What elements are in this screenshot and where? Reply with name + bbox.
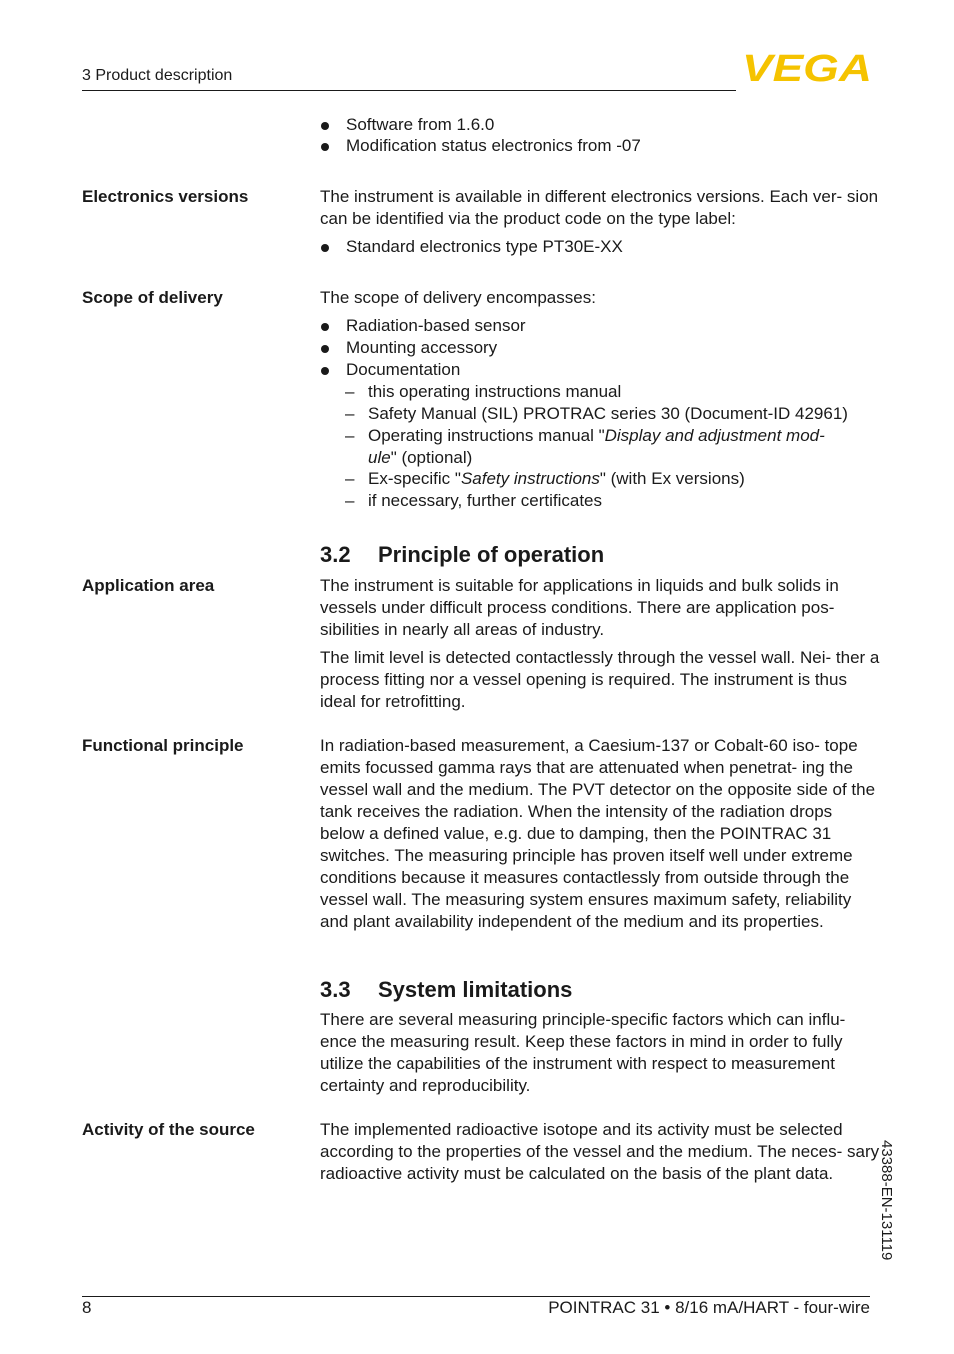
- application-paragraph-2: The limit level is detected contactlessly through the vessel wall. Nei- ther a process fitting nor a vessel opening is required. The instrument is thus ideal for retrofitting.: [320, 648, 880, 711]
- bullet-icon: [321, 143, 329, 151]
- margin-heading-application: Application area: [82, 576, 215, 595]
- bullet-icon: [321, 122, 329, 130]
- dash-icon: –: [345, 382, 355, 401]
- electronics-paragraph: The instrument is available in different electronics versions. Each ver- sion can be identified via the product code on the type label:: [320, 187, 879, 228]
- limitations-paragraph: There are several measuring principle-specific factors which can influ- ence the measuring result. Keep these factors in mind in order to fully utilize the capabilities of the instrument with respect to measurement certainty and reproducibility.: [320, 1010, 846, 1095]
- bullet-icon: [321, 345, 329, 353]
- dash-icon: –: [345, 404, 355, 423]
- margin-heading-functional: Functional principle: [82, 736, 244, 755]
- bullet-icon: [321, 244, 329, 252]
- dash-icon: –: [345, 491, 355, 510]
- margin-heading-delivery: Scope of delivery: [82, 288, 223, 307]
- application-paragraph-1: The instrument is suitable for applications in liquids and bulk solids in vessels under difficult process conditions. There are application pos- sibilities in nearly all areas of industry.: [320, 576, 839, 639]
- bullet-icon: [321, 323, 329, 331]
- activity-paragraph: The implemented radioactive isotope and its activity must be selected according to the properties of the vessel and the medium. The neces- sary radioactive activity must be calculated on the basis of the plant data.: [320, 1120, 880, 1183]
- margin-heading-activity: Activity of the source: [82, 1120, 255, 1139]
- dash-icon: –: [345, 469, 355, 488]
- bullet-icon: [321, 367, 329, 375]
- margin-heading-electronics: Electronics versions: [82, 187, 249, 206]
- running-header: 3 Product description: [82, 67, 233, 84]
- vega-logo: [742, 50, 872, 84]
- dash-icon: –: [345, 426, 355, 445]
- page-number: 8: [82, 1298, 92, 1317]
- logo-text: VEGA: [742, 50, 872, 84]
- functional-paragraph: In radiation-based measurement, a Caesium-137 or Cobalt-60 iso- tope emits focussed gamma rays that are attenuated when penetrat- ing the vessel wall and the medium. The PVT detector on the opposite side of the tank receives the radiation. When the intensity of the radiation drops below a defined value, e.g. due to damping, then the POINTRAC 31 switches. The measuring principle has proven itself well under extreme conditions because it measures contactlessly from outside through the vessel wall. The measuring system ensures maximum safety, reliability and plant availability independent of the medium and its properties.: [320, 736, 876, 931]
- footer-rule: [82, 1296, 870, 1297]
- section-heading-3-2: 3.2 Principle of operation: [320, 542, 605, 567]
- document-id: 43388-EN-131119: [878, 1140, 895, 1261]
- section-heading-3-3: 3.3 System limitations: [320, 977, 573, 1002]
- header-rule: [82, 90, 736, 91]
- delivery-intro: The scope of delivery encompasses:: [320, 288, 596, 307]
- footer-title: POINTRAC 31 • 8/16 mA/HART - four-wire: [548, 1298, 870, 1317]
